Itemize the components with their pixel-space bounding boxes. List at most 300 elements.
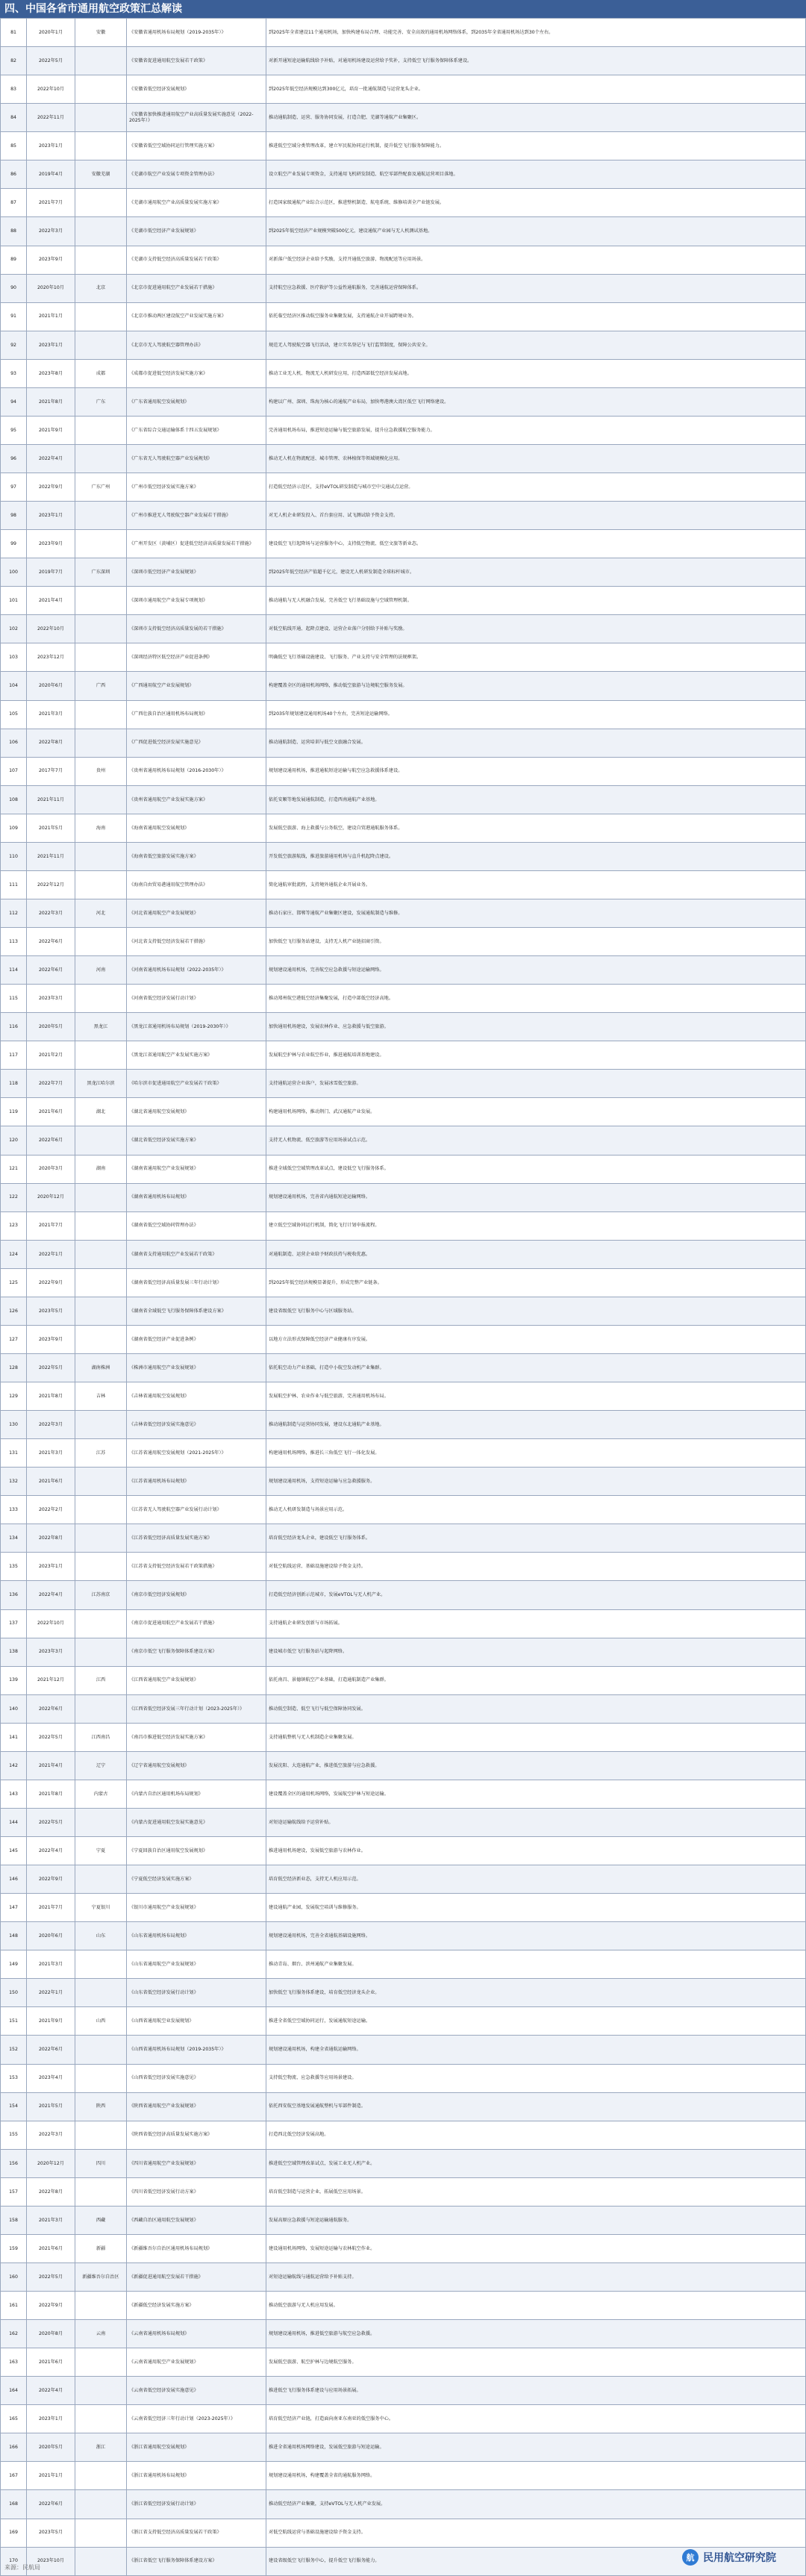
row-date: 2021年6月 xyxy=(27,1098,75,1126)
row-province: 贵州 xyxy=(75,757,127,785)
row-policy-title: 《江苏省支持低空经济发展若干政策措施》 xyxy=(127,1553,266,1581)
row-date: 2021年9月 xyxy=(27,416,75,444)
row-policy-title: 《湖南省通用机场布局规划》 xyxy=(127,1183,266,1211)
row-province xyxy=(75,985,127,1013)
row-province xyxy=(75,2064,127,2092)
row-date: 2023年9月 xyxy=(27,530,75,558)
row-policy-title: 《海南省通用航空发展规划》 xyxy=(127,814,266,842)
row-number: 144 xyxy=(1,1808,27,1836)
row-number: 133 xyxy=(1,1496,27,1524)
row-description: 建设城市低空飞行服务站与起降网络。 xyxy=(266,1638,806,1666)
table-row xyxy=(1,2490,806,2519)
row-date: 2021年3月 xyxy=(27,2206,75,2234)
table-row xyxy=(1,1496,806,1524)
row-description: 规划建设通用机场，完善全省通航基础设施网络。 xyxy=(266,1922,806,1950)
row-description: 打造低空经济示范区，支持eVTOL研发制造与城市空中交通试点运营。 xyxy=(266,473,806,502)
row-number: 84 xyxy=(1,104,27,132)
row-province xyxy=(75,2177,127,2206)
row-description: 对新落户低空经济企业给予奖励，支持开通低空旅游、物流配送等应用场景。 xyxy=(266,246,806,274)
row-province xyxy=(75,189,127,217)
row-policy-title: 《河北省支持低空经济发展若干措施》 xyxy=(127,928,266,956)
row-date: 2022年10月 xyxy=(27,615,75,643)
row-number: 111 xyxy=(1,870,27,899)
row-province xyxy=(75,2462,127,2490)
row-policy-title: 《内蒙古自治区通用机场布局规划》 xyxy=(127,1780,266,1808)
row-description: 构建通用机场网络，推动荆门、武汉通航产业发展。 xyxy=(266,1098,806,1126)
row-policy-title: 《深圳市通用航空产业发展专项规划》 xyxy=(127,587,266,615)
row-number: 147 xyxy=(1,1894,27,1922)
table-row xyxy=(1,75,806,104)
row-date: 2021年8月 xyxy=(27,387,75,416)
table-row xyxy=(1,473,806,502)
table-row xyxy=(1,870,806,899)
row-policy-title: 《深圳市支持低空经济高质量发展的若干措施》 xyxy=(127,615,266,643)
row-date: 2022年4月 xyxy=(27,2377,75,2405)
row-province: 湖南 xyxy=(75,1155,127,1183)
row-description: 规划建设通用机场，推进低空旅游与航空应急救援。 xyxy=(266,2320,806,2348)
row-date: 2023年1月 xyxy=(27,1553,75,1581)
row-date: 2022年4月 xyxy=(27,444,75,473)
row-policy-title: 《芜湖市支持低空经济高质量发展若干政策》 xyxy=(127,246,266,274)
row-policy-title: 《河北省通用航空产业发展规划》 xyxy=(127,899,266,927)
row-description: 推动无人机在物流配送、城市管理、农林植保等领域规模化应用。 xyxy=(266,444,806,473)
row-date: 2022年5月 xyxy=(27,1808,75,1836)
table-row xyxy=(1,444,806,473)
row-number: 106 xyxy=(1,729,27,757)
row-description: 构建覆盖全区的通用机场网络，推动低空旅游与边境航空服务发展。 xyxy=(266,672,806,700)
row-date: 2021年9月 xyxy=(27,2007,75,2036)
row-province: 广东深圳 xyxy=(75,558,127,587)
row-number: 162 xyxy=(1,2320,27,2348)
table-row xyxy=(1,1638,806,1666)
table-row xyxy=(1,1553,806,1581)
table-row xyxy=(1,2377,806,2405)
row-province xyxy=(75,1638,127,1666)
row-number: 156 xyxy=(1,2149,27,2177)
row-number: 129 xyxy=(1,1382,27,1411)
row-policy-title: 《山西省通用机场布局规划（2019-2035年）》 xyxy=(127,2036,266,2064)
row-number: 90 xyxy=(1,274,27,302)
table-row xyxy=(1,1837,806,1865)
row-policy-title: 《云南省通用机场布局规划》 xyxy=(127,2320,266,2348)
row-number: 127 xyxy=(1,1325,27,1353)
row-province xyxy=(75,700,127,729)
row-policy-title: 《广西通用航空产业发展规划》 xyxy=(127,672,266,700)
row-policy-title: 《新疆低空经济发展实施方案》 xyxy=(127,2292,266,2320)
table-row xyxy=(1,530,806,558)
row-policy-title: 《云南省通用航空产业发展规划》 xyxy=(127,2348,266,2377)
row-policy-title: 《芜湖市低空经济产业发展规划》 xyxy=(127,217,266,246)
row-number: 87 xyxy=(1,189,27,217)
row-description: 依托南昌、景德镇航空产业基础，打造通航制造产业集群。 xyxy=(266,1666,806,1694)
table-row xyxy=(1,1382,806,1411)
brand-logo-icon: 航 xyxy=(682,2549,699,2566)
row-policy-title: 《湖南省通用航空产业发展规划》 xyxy=(127,1155,266,1183)
row-number: 126 xyxy=(1,1297,27,1325)
row-province xyxy=(75,2490,127,2519)
row-policy-title: 《南京市低空经济发展规划》 xyxy=(127,1581,266,1609)
row-description: 规划建设通用机场，推进通航短途运输与航空应急救援体系建设。 xyxy=(266,757,806,785)
row-province: 浙江 xyxy=(75,2433,127,2462)
table-row xyxy=(1,2177,806,2206)
table-row xyxy=(1,1098,806,1126)
row-number: 160 xyxy=(1,2262,27,2291)
row-policy-title: 《云南省低空经济发展实施意见》 xyxy=(127,2377,266,2405)
row-policy-title: 《北京市推动两区建设航空产业发展实施方案》 xyxy=(127,302,266,331)
row-date: 2022年11月 xyxy=(27,104,75,132)
row-number: 142 xyxy=(1,1751,27,1780)
row-policy-title: 《广西壮族自治区通用机场布局规划》 xyxy=(127,700,266,729)
table-row xyxy=(1,1922,806,1950)
row-date: 2023年5月 xyxy=(27,2519,75,2547)
table-row xyxy=(1,899,806,927)
row-province: 北京 xyxy=(75,274,127,302)
table-row xyxy=(1,387,806,416)
row-date: 2017年7月 xyxy=(27,757,75,785)
row-number: 148 xyxy=(1,1922,27,1950)
row-policy-title: 《浙江省通用航空发展规划》 xyxy=(127,2433,266,2462)
table-row xyxy=(1,1694,806,1723)
row-number: 153 xyxy=(1,2064,27,2092)
table-row xyxy=(1,2121,806,2149)
row-number: 124 xyxy=(1,1240,27,1268)
table-row xyxy=(1,985,806,1013)
row-date: 2022年5月 xyxy=(27,1723,75,1751)
row-date: 2023年9月 xyxy=(27,1325,75,1353)
row-number: 151 xyxy=(1,2007,27,2036)
row-date: 2021年5月 xyxy=(27,814,75,842)
row-number: 94 xyxy=(1,387,27,416)
row-province xyxy=(75,2405,127,2433)
table-row xyxy=(1,1524,806,1553)
section-header: 四、中国各省市通用航空政策汇总解读 xyxy=(0,0,806,18)
row-province xyxy=(75,331,127,359)
table-row xyxy=(1,956,806,985)
table-row xyxy=(1,1268,806,1297)
row-description: 推动低空经济产业集聚，支持eVTOL与无人机产业发展。 xyxy=(266,2490,806,2519)
row-date: 2021年3月 xyxy=(27,1950,75,1979)
row-policy-title: 《四川省低空经济发展行动方案》 xyxy=(127,2177,266,2206)
row-province xyxy=(75,785,127,814)
table-row xyxy=(1,1211,806,1240)
row-description: 培育低空经济新业态，支持无人机应用示范。 xyxy=(266,1865,806,1894)
row-number: 85 xyxy=(1,132,27,160)
row-description: 推动通航与无人机融合发展，完善低空飞行基础设施与空域管理机制。 xyxy=(266,587,806,615)
row-date: 2022年3月 xyxy=(27,899,75,927)
row-number: 136 xyxy=(1,1581,27,1609)
row-number: 167 xyxy=(1,2462,27,2490)
row-description: 发展航空护林、农业作业与低空旅游，完善通用机场布局。 xyxy=(266,1382,806,1411)
row-policy-title: 《贵州省通用航空产业发展实施方案》 xyxy=(127,785,266,814)
table-row xyxy=(1,1723,806,1751)
row-description: 推进低空空域管理改革试点，发展工业无人机产业。 xyxy=(266,2149,806,2177)
row-date: 2020年5月 xyxy=(27,2433,75,2462)
row-description: 规范无人驾驶航空器飞行活动，建立实名登记与飞行监管制度，保障公共安全。 xyxy=(266,331,806,359)
table-row xyxy=(1,2149,806,2177)
row-number: 101 xyxy=(1,587,27,615)
row-province: 河北 xyxy=(75,899,127,927)
row-date: 2020年3月 xyxy=(27,1155,75,1183)
row-description: 建设覆盖全区的通用机场网络，发展航空护林与短途运输。 xyxy=(266,1780,806,1808)
row-policy-title: 《深圳市低空经济产业发展规划》 xyxy=(127,558,266,587)
row-date: 2022年9月 xyxy=(27,1865,75,1894)
row-policy-title: 《山西省低空经济发展实施意见》 xyxy=(127,2064,266,2092)
row-description: 发展低空旅游、海上救援与公务航空，建设自贸港通航服务体系。 xyxy=(266,814,806,842)
row-description: 建设省级低空飞行服务中心，提升低空飞行服务能力。 xyxy=(266,2547,806,2575)
row-description: 推进全省通用机场网络建设，发展低空旅游与短途运输。 xyxy=(266,2433,806,2462)
row-number: 98 xyxy=(1,502,27,530)
table-row xyxy=(1,558,806,587)
row-description: 推进通用机场建设，发展低空旅游与农林作业。 xyxy=(266,1837,806,1865)
row-number: 154 xyxy=(1,2092,27,2121)
row-number: 128 xyxy=(1,1353,27,1382)
row-policy-title: 《浙江省通用机场布局规划》 xyxy=(127,2462,266,2490)
row-policy-title: 《湖南省全域低空飞行服务保障体系建设方案》 xyxy=(127,1297,266,1325)
row-date: 2021年8月 xyxy=(27,1780,75,1808)
row-province: 安徽芜湖 xyxy=(75,160,127,189)
source-note: 来源：民航局 xyxy=(4,2564,40,2571)
row-number: 102 xyxy=(1,615,27,643)
row-policy-title: 《吉林省低空经济发展实施意见》 xyxy=(127,1411,266,1439)
table-row xyxy=(1,2007,806,2036)
row-province xyxy=(75,1496,127,1524)
row-policy-title: 《黑龙江省通用航空产业发展实施方案》 xyxy=(127,1041,266,1070)
row-province: 新疆维吾尔自治区 xyxy=(75,2262,127,2291)
table-row xyxy=(1,160,806,189)
row-policy-title: 《湖南省低空经济产业促进条例》 xyxy=(127,1325,266,1353)
row-date: 2021年7月 xyxy=(27,1894,75,1922)
row-policy-title: 《安徽省加快推进通用航空产业高质量发展实施意见（2022-2025年）》 xyxy=(127,104,266,132)
row-province: 内蒙古 xyxy=(75,1780,127,1808)
table-row xyxy=(1,2462,806,2490)
row-province xyxy=(75,75,127,104)
table-row xyxy=(1,928,806,956)
row-number: 120 xyxy=(1,1126,27,1155)
table-row xyxy=(1,104,806,132)
row-description: 依托西安航空基地发展通航整机与零部件制造。 xyxy=(266,2092,806,2121)
row-date: 2021年5月 xyxy=(27,2092,75,2121)
row-description: 推动郑州航空港低空经济集聚发展，打造中部低空经济高地。 xyxy=(266,985,806,1013)
row-province xyxy=(75,587,127,615)
row-date: 2022年6月 xyxy=(27,928,75,956)
row-description: 建设通航产业园，发展航空培训与维修服务。 xyxy=(266,1894,806,1922)
row-policy-title: 《广东省无人驾驶航空器产业发展规划》 xyxy=(127,444,266,473)
row-description: 推进低空飞行服务体系建设与应用场景拓展。 xyxy=(266,2377,806,2405)
row-number: 116 xyxy=(1,1013,27,1041)
row-province xyxy=(75,104,127,132)
row-province: 宁夏 xyxy=(75,1837,127,1865)
row-date: 2022年5月 xyxy=(27,2262,75,2291)
table-row xyxy=(1,1865,806,1894)
row-date: 2023年3月 xyxy=(27,985,75,1013)
row-policy-title: 《湖北省通用航空发展规划》 xyxy=(127,1098,266,1126)
row-number: 108 xyxy=(1,785,27,814)
row-date: 2020年8月 xyxy=(27,2320,75,2348)
row-date: 2021年11月 xyxy=(27,785,75,814)
row-date: 2022年3月 xyxy=(27,217,75,246)
row-number: 93 xyxy=(1,359,27,387)
row-number: 146 xyxy=(1,1865,27,1894)
row-policy-title: 《江苏省通用航空发展规划（2021-2025年）》 xyxy=(127,1439,266,1468)
row-province: 四川 xyxy=(75,2149,127,2177)
row-policy-title: 《广州市低空经济发展实施方案》 xyxy=(127,473,266,502)
row-province xyxy=(75,1950,127,1979)
row-description: 建设通用机场网络，发展短途运输与农林航空作业。 xyxy=(266,2234,806,2262)
row-province: 陕西 xyxy=(75,2092,127,2121)
row-date: 2022年5月 xyxy=(27,47,75,75)
row-province xyxy=(75,1297,127,1325)
row-description: 推动低空制造、低空飞行与低空保障协同发展。 xyxy=(266,1694,806,1723)
row-policy-title: 《安徽省低空空域协同运行管理实施方案》 xyxy=(127,132,266,160)
row-policy-title: 《浙江省支持低空经济高质量发展若干政策》 xyxy=(127,2519,266,2547)
row-province: 广东广州 xyxy=(75,473,127,502)
row-description: 规划建设通用机场，完善航空应急救援与短途运输网络。 xyxy=(266,956,806,985)
row-description: 到2025年低空经济产值超千亿元，建设无人机研发制造全球标杆城市。 xyxy=(266,558,806,587)
row-date: 2021年1月 xyxy=(27,302,75,331)
row-province: 江苏 xyxy=(75,1439,127,1468)
row-number: 143 xyxy=(1,1780,27,1808)
row-policy-title: 《海南省低空旅游发展实施方案》 xyxy=(127,842,266,870)
table-row xyxy=(1,47,806,75)
row-province: 广东 xyxy=(75,387,127,416)
row-description: 明确低空飞行基础设施建设、飞行服务、产业支持与安全管理的法规框架。 xyxy=(266,643,806,672)
row-date: 2022年6月 xyxy=(27,956,75,985)
row-policy-title: 《山东省通用机场布局规划》 xyxy=(127,1922,266,1950)
row-date: 2021年12月 xyxy=(27,1666,75,1694)
row-description: 培育低空制造与运营企业，拓展低空应用场景。 xyxy=(266,2177,806,2206)
row-policy-title: 《河南省低空经济发展行动计划》 xyxy=(127,985,266,1013)
row-province: 湖北 xyxy=(75,1098,127,1126)
row-description: 规划建设通用机场，构建覆盖全省的通航服务网络。 xyxy=(266,2462,806,2490)
row-province xyxy=(75,47,127,75)
row-number: 141 xyxy=(1,1723,27,1751)
row-description: 到2035年规划建设通用机场40个左右，完善短途运输网络。 xyxy=(266,700,806,729)
table-row xyxy=(1,1353,806,1382)
row-province xyxy=(75,1468,127,1496)
row-policy-title: 《南京市低空飞行服务保障体系建设方案》 xyxy=(127,1638,266,1666)
row-date: 2022年6月 xyxy=(27,1126,75,1155)
row-date: 2022年9月 xyxy=(27,2292,75,2320)
row-date: 2022年8月 xyxy=(27,729,75,757)
row-policy-title: 《芜湖市通用航空产业高质量发展实施方案》 xyxy=(127,189,266,217)
row-number: 96 xyxy=(1,444,27,473)
policy-table-container xyxy=(0,18,806,2576)
row-description: 推动无人机研发制造与场景应用示范。 xyxy=(266,1496,806,1524)
row-province: 山西 xyxy=(75,2007,127,2036)
row-description: 对新开通短途运输航线给予补贴，对通用机场建设运营给予奖补，支持低空飞行服务保障体系建设。 xyxy=(266,47,806,75)
table-row xyxy=(1,416,806,444)
row-policy-title: 《云南省低空经济三年行动计划（2023-2025年）》 xyxy=(127,2405,266,2433)
row-province xyxy=(75,246,127,274)
row-number: 99 xyxy=(1,530,27,558)
row-policy-title: 《银川市通用航空产业发展规划》 xyxy=(127,1894,266,1922)
row-policy-title: 《江苏省低空经济高质量发展实施方案》 xyxy=(127,1524,266,1553)
row-province xyxy=(75,1808,127,1836)
row-province xyxy=(75,615,127,643)
row-description: 规划建设通用机场，支持短途运输与应急救援服务。 xyxy=(266,1468,806,1496)
row-policy-title: 《贵州省通用机场布局规划（2016-2030年）》 xyxy=(127,757,266,785)
row-date: 2023年1月 xyxy=(27,132,75,160)
table-row xyxy=(1,302,806,331)
row-date: 2021年6月 xyxy=(27,1468,75,1496)
table-row xyxy=(1,1041,806,1070)
row-number: 158 xyxy=(1,2206,27,2234)
row-policy-title: 《辽宁省通用航空发展规划》 xyxy=(127,1751,266,1780)
row-date: 2023年10月 xyxy=(27,2547,75,2575)
row-province: 云南 xyxy=(75,2320,127,2348)
row-number: 137 xyxy=(1,1609,27,1638)
row-description: 支持航空应急救援、医疗救护等公益性通航服务，完善通航运营保障体系。 xyxy=(266,274,806,302)
row-province xyxy=(75,2547,127,2575)
table-row xyxy=(1,2262,806,2291)
row-number: 119 xyxy=(1,1098,27,1126)
row-description: 到2025年低空经济规模达到300亿元，培育一批通航制造与运营龙头企业。 xyxy=(266,75,806,104)
row-description: 依托航空动力产业基础，打造中小航空发动机产业集群。 xyxy=(266,1353,806,1382)
row-description: 打造低空经济创新示范城市，发展eVTOL与无人机产业。 xyxy=(266,1581,806,1609)
row-number: 155 xyxy=(1,2121,27,2149)
table-row xyxy=(1,1297,806,1325)
row-description: 支持通航企业研发创新与市场拓展。 xyxy=(266,1609,806,1638)
row-number: 95 xyxy=(1,416,27,444)
row-number: 107 xyxy=(1,757,27,785)
table-row xyxy=(1,1439,806,1468)
table-row xyxy=(1,643,806,672)
row-date: 2021年3月 xyxy=(27,1439,75,1468)
row-policy-title: 《南京市促进通用航空产业发展若干措施》 xyxy=(127,1609,266,1638)
row-number: 132 xyxy=(1,1468,27,1496)
row-policy-title: 《北京市促进通用航空产业发展若干措施》 xyxy=(127,274,266,302)
row-province xyxy=(75,1268,127,1297)
row-number: 164 xyxy=(1,2377,27,2405)
row-date: 2022年1月 xyxy=(27,1979,75,2007)
row-date: 2023年4月 xyxy=(27,2064,75,2092)
row-description: 加快通用机场建设，发展农林作业、应急救援与低空旅游。 xyxy=(266,1013,806,1041)
row-description: 推动石家庄、邯郸等通航产业集聚区建设，发展通航制造与维修。 xyxy=(266,899,806,927)
table-row xyxy=(1,757,806,785)
row-date: 2019年7月 xyxy=(27,558,75,587)
row-description: 对无人机企业研发投入、首台套应用、试飞测试给予资金支持。 xyxy=(266,502,806,530)
row-number: 170 xyxy=(1,2547,27,2575)
row-province xyxy=(75,502,127,530)
row-description: 完善通用机场布局，推进短途运输与低空旅游发展，提升应急救援航空服务能力。 xyxy=(266,416,806,444)
table-row xyxy=(1,2519,806,2547)
row-description: 以地方立法形式保障低空经济产业健康有序发展。 xyxy=(266,1325,806,1353)
row-date: 2022年10月 xyxy=(27,75,75,104)
row-policy-title: 《湖南省低空经济高质量发展三年行动计划》 xyxy=(127,1268,266,1297)
row-province xyxy=(75,1609,127,1638)
row-date: 2022年9月 xyxy=(27,473,75,502)
table-row xyxy=(1,1808,806,1836)
table-row xyxy=(1,2206,806,2234)
row-description: 对短途运输航线与通航运营给予补贴支持。 xyxy=(266,2262,806,2291)
row-policy-title: 《芜湖市航空产业发展专项资金管理办法》 xyxy=(127,160,266,189)
row-date: 2021年7月 xyxy=(27,1211,75,1240)
row-date: 2021年4月 xyxy=(27,1751,75,1780)
row-policy-title: 《广东省综合交通运输体系十四五发展规划》 xyxy=(127,416,266,444)
row-number: 92 xyxy=(1,331,27,359)
table-row xyxy=(1,2320,806,2348)
row-number: 103 xyxy=(1,643,27,672)
row-province: 成都 xyxy=(75,359,127,387)
row-number: 134 xyxy=(1,1524,27,1553)
row-policy-title: 《深圳经济特区低空经济产业促进条例》 xyxy=(127,643,266,672)
row-number: 135 xyxy=(1,1553,27,1581)
row-date: 2022年7月 xyxy=(27,1070,75,1098)
table-row xyxy=(1,189,806,217)
row-number: 97 xyxy=(1,473,27,502)
row-province: 江苏南京 xyxy=(75,1581,127,1609)
row-province: 黑龙江 xyxy=(75,1013,127,1041)
